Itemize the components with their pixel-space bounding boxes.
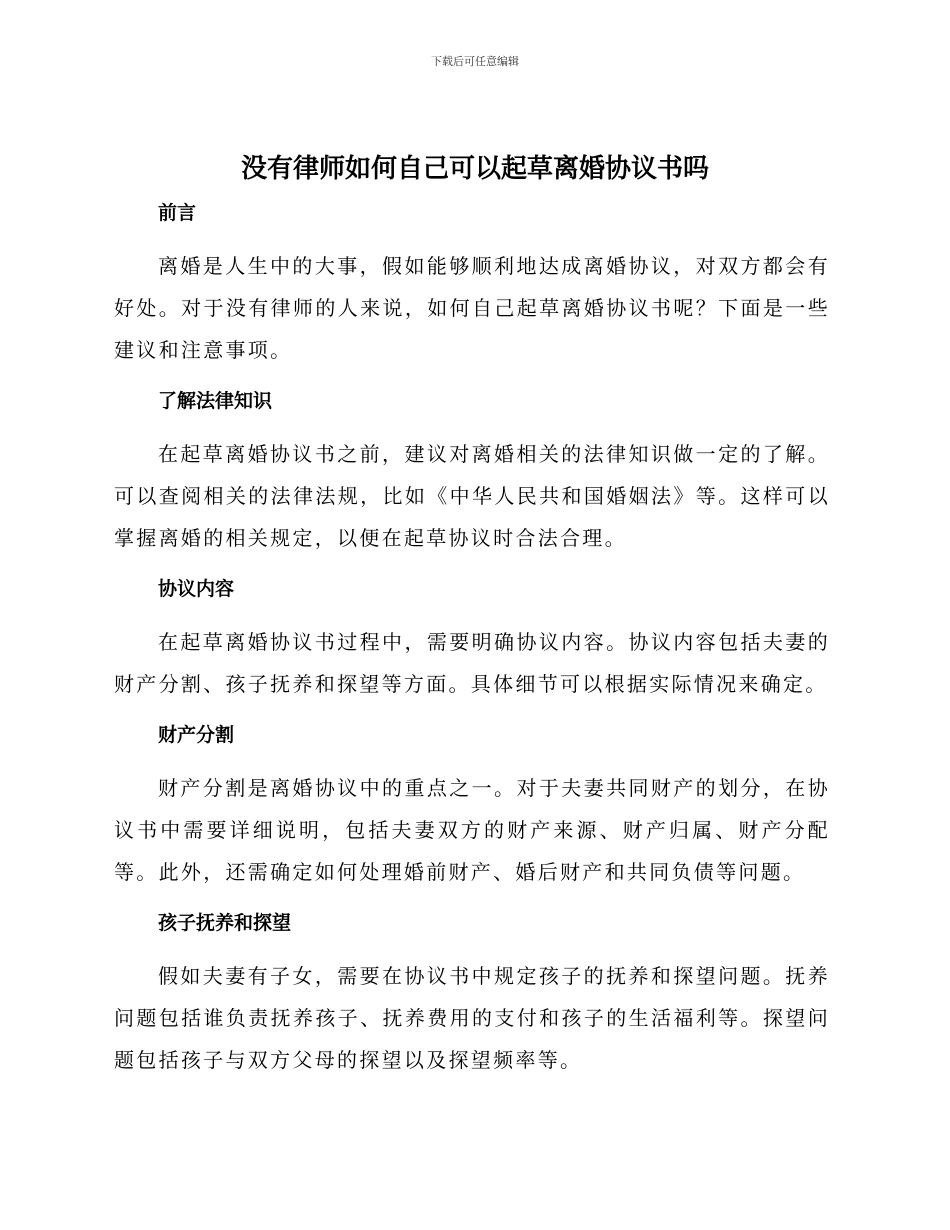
section-paragraph: 在起草离婚协议书之前，建议对离婚相关的法律知识做一定的了解。可以查阅相关的法律法规，比如《中华人民共和国婚姻法》等。这样可以掌握离婚的相关规定，以便在起草协议时合法合理。	[114, 442, 830, 550]
document-title: 没有律师如何自己可以起草离婚协议书吗	[240, 154, 709, 184]
section-heading: 财产分割	[158, 724, 235, 746]
section-property-division	[114, 719, 830, 907]
section-paragraph: 假如夫妻有子女，需要在协议书中规定孩子的抚养和探望问题。抚养问题包括谁负责抚养孩子、抚养费用的支付和孩子的生活福利等。探望问题包括孩子与双方父母的探望以及探望频率等。	[114, 964, 830, 1072]
section-paragraph: 离婚是人生中的大事，假如能够顺利地达成离婚协议，对双方都会有好处。对于没有律师的人来说，如何自己起草离婚协议书呢？下面是一些建议和注意事项。	[114, 254, 830, 362]
section-paragraph: 财产分割是离婚协议中的重点之一。对于夫妻共同财产的划分，在协议书中需要详细说明，包括夫妻双方的财产来源、财产归属、财产分配等。此外，还需确定如何处理婚前财产、婚后财产和共同负债等问题。	[114, 776, 830, 884]
running-header: 下载后可任意编辑	[431, 55, 519, 68]
section-paragraph: 在起草离婚协议书过程中，需要明确协议内容。协议内容包括夫妻的财产分割、孩子抚养和探望等方面。具体细节可以根据实际情况来确定。	[114, 630, 830, 696]
document-body	[114, 197, 830, 1081]
section-agreement-content	[114, 573, 830, 719]
section-heading: 孩子抚养和探望	[158, 912, 292, 934]
section-legal-knowledge	[114, 385, 830, 573]
section-heading: 协议内容	[158, 578, 235, 600]
section-heading: 前言	[158, 202, 197, 224]
section-child-custody	[114, 907, 830, 1081]
section-heading: 了解法律知识	[158, 390, 273, 412]
section-preface	[114, 197, 830, 385]
